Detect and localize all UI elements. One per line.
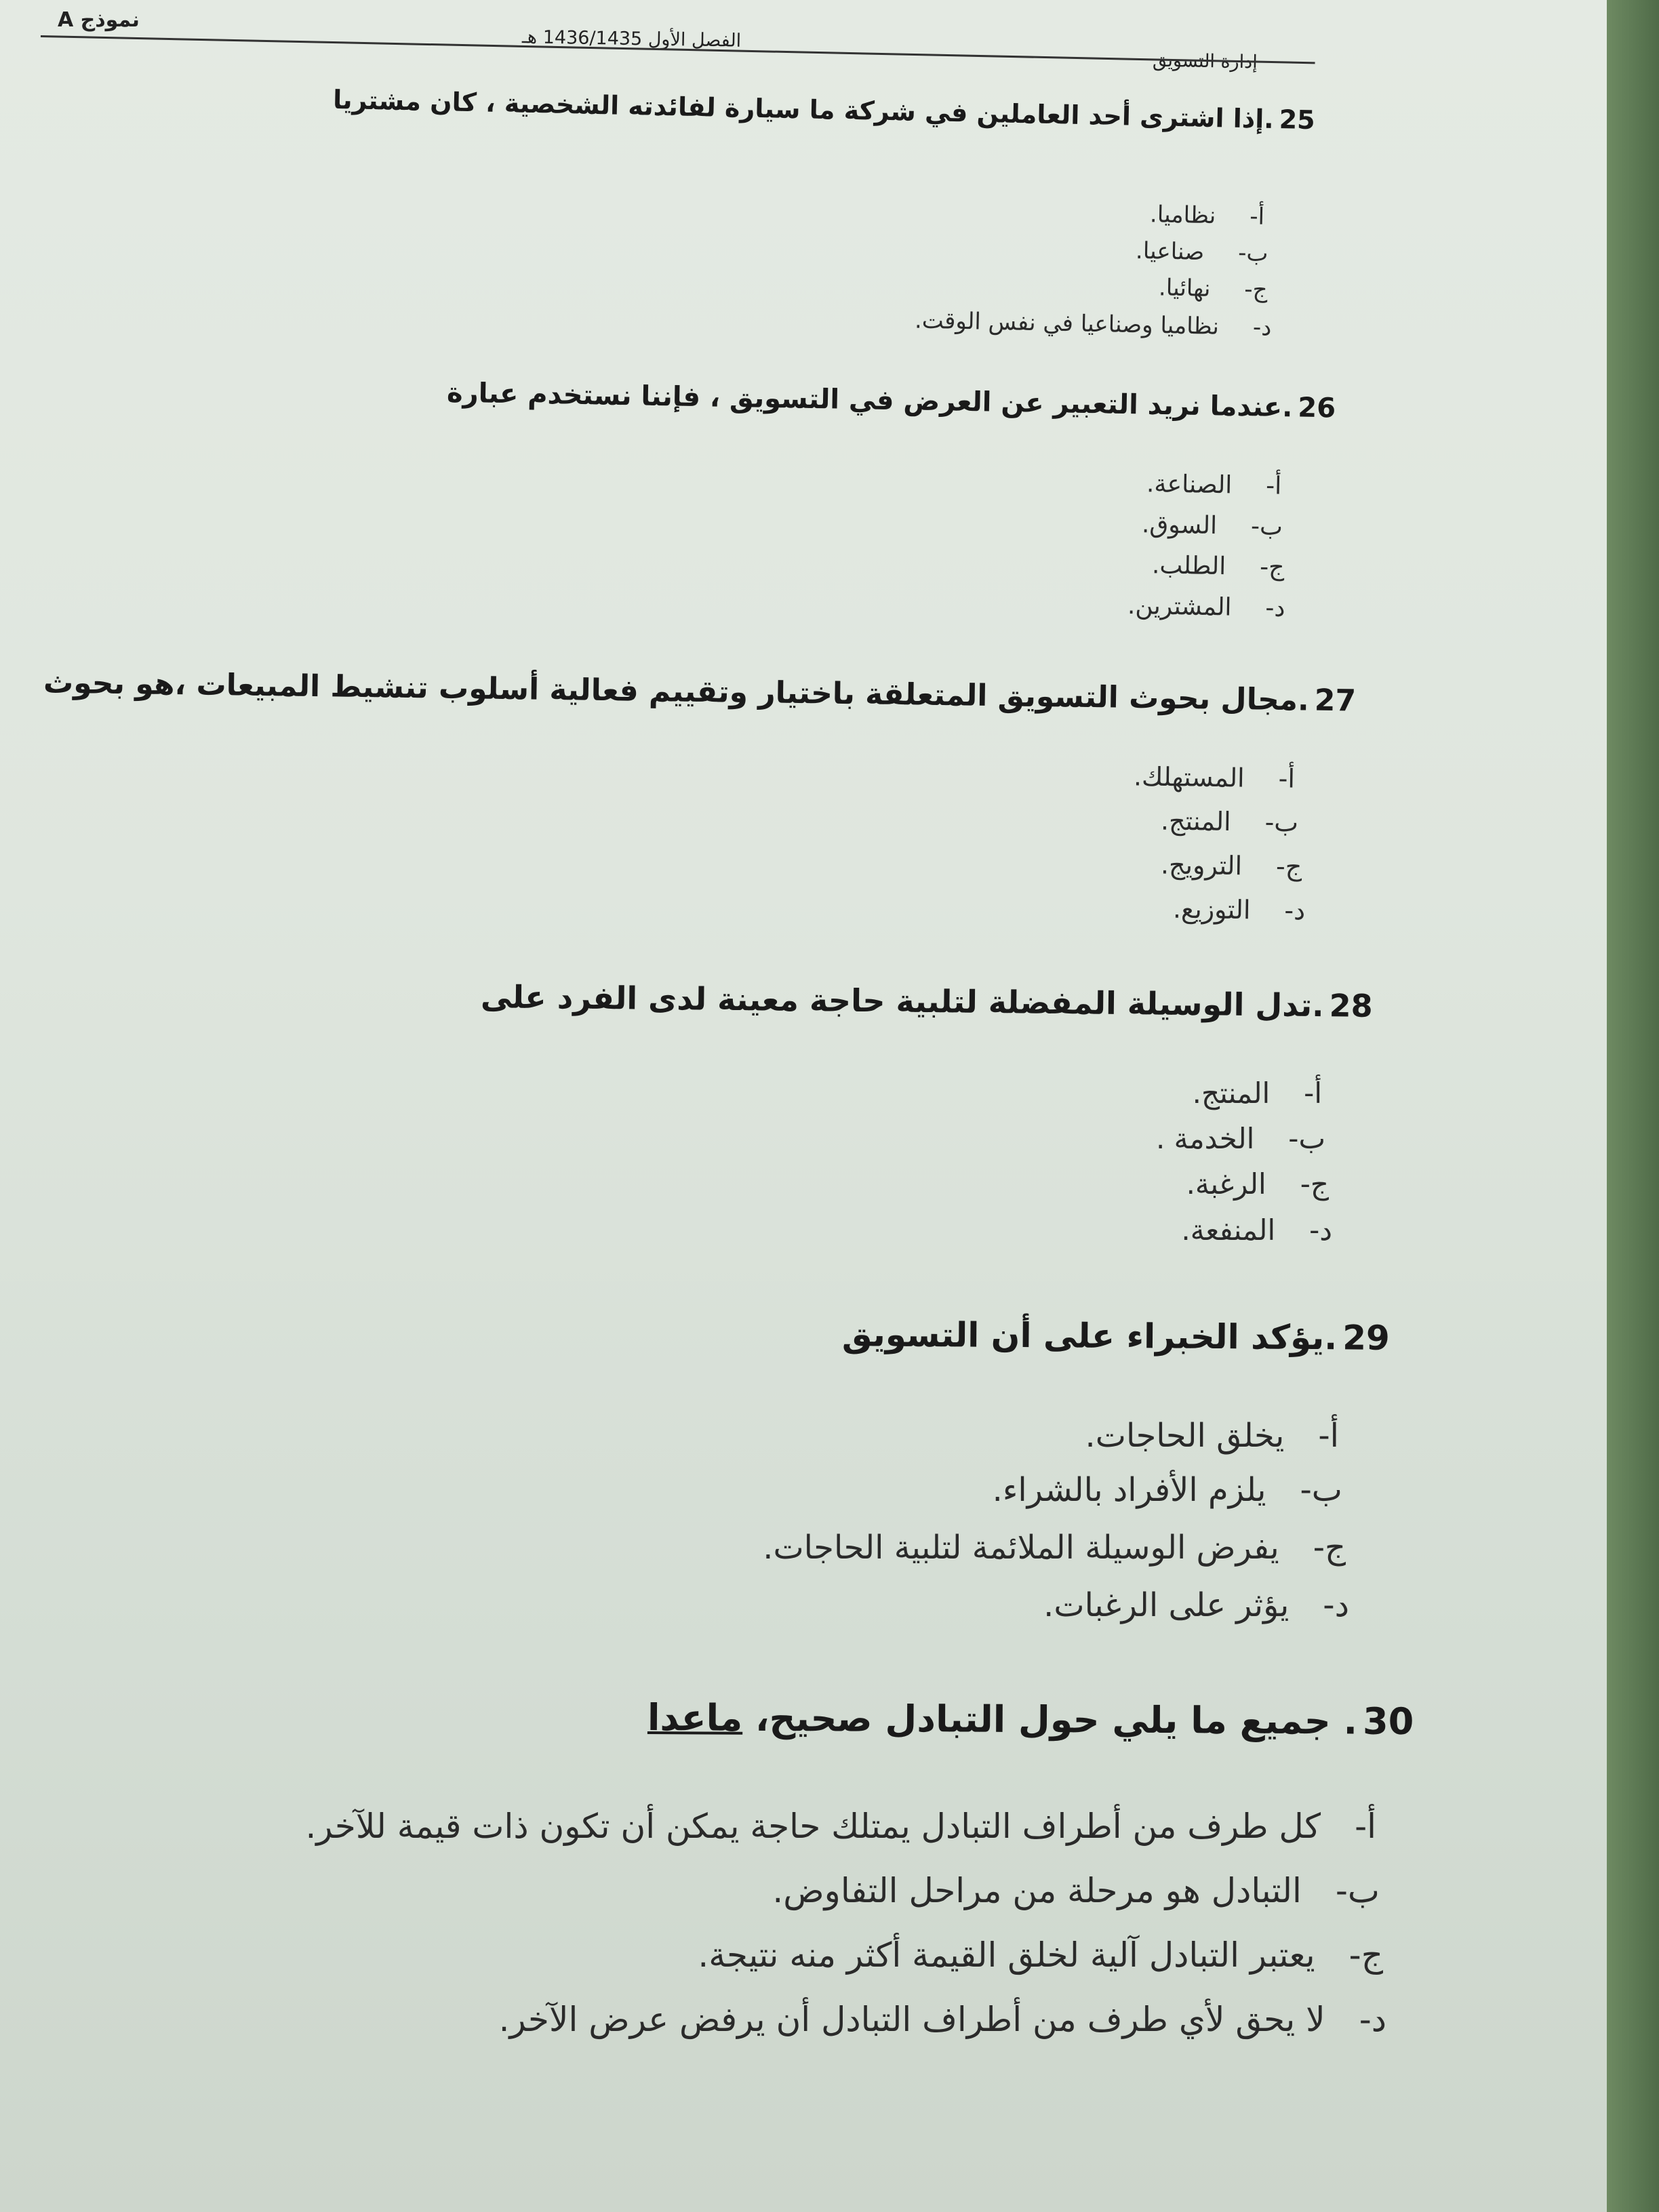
option-25-d[interactable]: د-نظاميا وصناعيا في نفس الوقت. (914, 306, 1272, 342)
option-27-a[interactable]: أ-المستهلك. (1133, 761, 1296, 794)
question-text: مجال بحوث التسويق المتعلقة باختيار وتقييم فعالية أسلوب تنشيط المبيعات ،هو بحوث (43, 665, 1298, 718)
option-30-d[interactable]: د-لا يحق لأي طرف من أطراف التبادل أن يرفض عرض الآخر. (498, 2000, 1386, 2039)
question-emphasis: ماعدا (647, 1696, 743, 1740)
option-30-a[interactable]: أ-كل طرف من أطراف التبادل يمتلك حاجة يمكن أن تكون ذات قيمة للآخر. (305, 1807, 1376, 1846)
option-26-a[interactable]: أ-الصناعة. (1146, 470, 1282, 500)
option-26-b[interactable]: ب-السوق. (1141, 510, 1283, 541)
option-25-a[interactable]: أ-نظاميا. (1149, 201, 1265, 230)
question-27: 27.مجال بحوث التسويق المتعلقة باختيار وتقييم فعالية أسلوب تنشيط المبيعات ،هو بحوث (43, 665, 1357, 719)
question-text: تدل الوسيلة المفضلة لتلبية حاجة معينة لدى الفرد على (481, 978, 1313, 1024)
option-25-b[interactable]: ب-صناعيا. (1135, 237, 1268, 268)
option-29-d[interactable]: د-يؤثر على الرغبات. (1043, 1586, 1349, 1624)
option-30-b[interactable]: ب-التبادل هو مرحلة من مراحل التفاوض. (772, 1871, 1380, 1910)
question-number: 27 (1314, 683, 1357, 719)
question-number: 26 (1297, 392, 1336, 424)
option-29-b[interactable]: ب-يلزم الأفراد بالشراء. (992, 1471, 1342, 1509)
option-29-a[interactable]: أ-يخلق الحاجات. (1085, 1417, 1339, 1455)
question-number: 29 (1342, 1318, 1391, 1358)
page-edge-background (1607, 0, 1659, 2212)
question-number: 28 (1329, 987, 1374, 1024)
option-30-c[interactable]: ج-يعتبر التبادل آلية لخلق القيمة أكثر منه نتيجة. (698, 1935, 1383, 1975)
option-28-a[interactable]: أ-المنتج. (1192, 1077, 1322, 1110)
course-title: إدارة التسويق (1152, 49, 1258, 73)
question-30: 30. جميع ما يلي حول التبادل صحيح، ماعدا (647, 1696, 1414, 1743)
question-text: يؤكد الخبراء على أن التسويق (841, 1314, 1325, 1358)
model-label: نموذج A (58, 8, 140, 32)
option-26-c[interactable]: ج-الطلب. (1151, 551, 1285, 582)
question-text: عندما نريد التعبير عن العرض في التسويق ، فإننا نستخدم عبارة (446, 377, 1283, 424)
question-28: 28.تدل الوسيلة المفضلة لتلبية حاجة معينة لدى الفرد على (481, 978, 1374, 1024)
option-27-b[interactable]: ب-المنتج. (1160, 805, 1299, 838)
semester-label: الفصل الأول 1436/1435 هـ (521, 26, 742, 52)
option-28-c[interactable]: ج-الرغبة. (1186, 1167, 1329, 1201)
option-28-d[interactable]: د-المنفعة. (1181, 1213, 1332, 1247)
question-26: 26.عندما نريد التعبير عن العرض في التسويق ، فإننا نستخدم عبارة (446, 377, 1336, 424)
option-26-d[interactable]: د-المشترين. (1127, 591, 1286, 623)
option-27-d[interactable]: د-التوزيع. (1172, 893, 1306, 926)
question-25: 25.إذا اشترى أحد العاملين في شركة ما سيارة لفائدته الشخصية ، كان مشتريا (332, 84, 1316, 136)
option-28-b[interactable]: ب-الخدمة . (1155, 1122, 1325, 1155)
option-25-c[interactable]: ج-نهائيا. (1158, 274, 1268, 304)
option-27-c[interactable]: ج-الترويج. (1160, 849, 1302, 882)
option-29-c[interactable]: ج-يفرض الوسيلة الملائمة لتلبية الحاجات. (763, 1529, 1346, 1567)
question-text: إذا اشترى أحد العاملين في شركة ما سيارة لفائدته الشخصية ، كان مشتريا (332, 84, 1264, 134)
question-text: جميع ما يلي حول التبادل صحيح، (755, 1696, 1331, 1743)
question-29: 29.يؤكد الخبراء على أن التسويق (841, 1314, 1391, 1358)
question-number: 30 (1362, 1700, 1414, 1743)
question-number: 25 (1279, 104, 1316, 136)
